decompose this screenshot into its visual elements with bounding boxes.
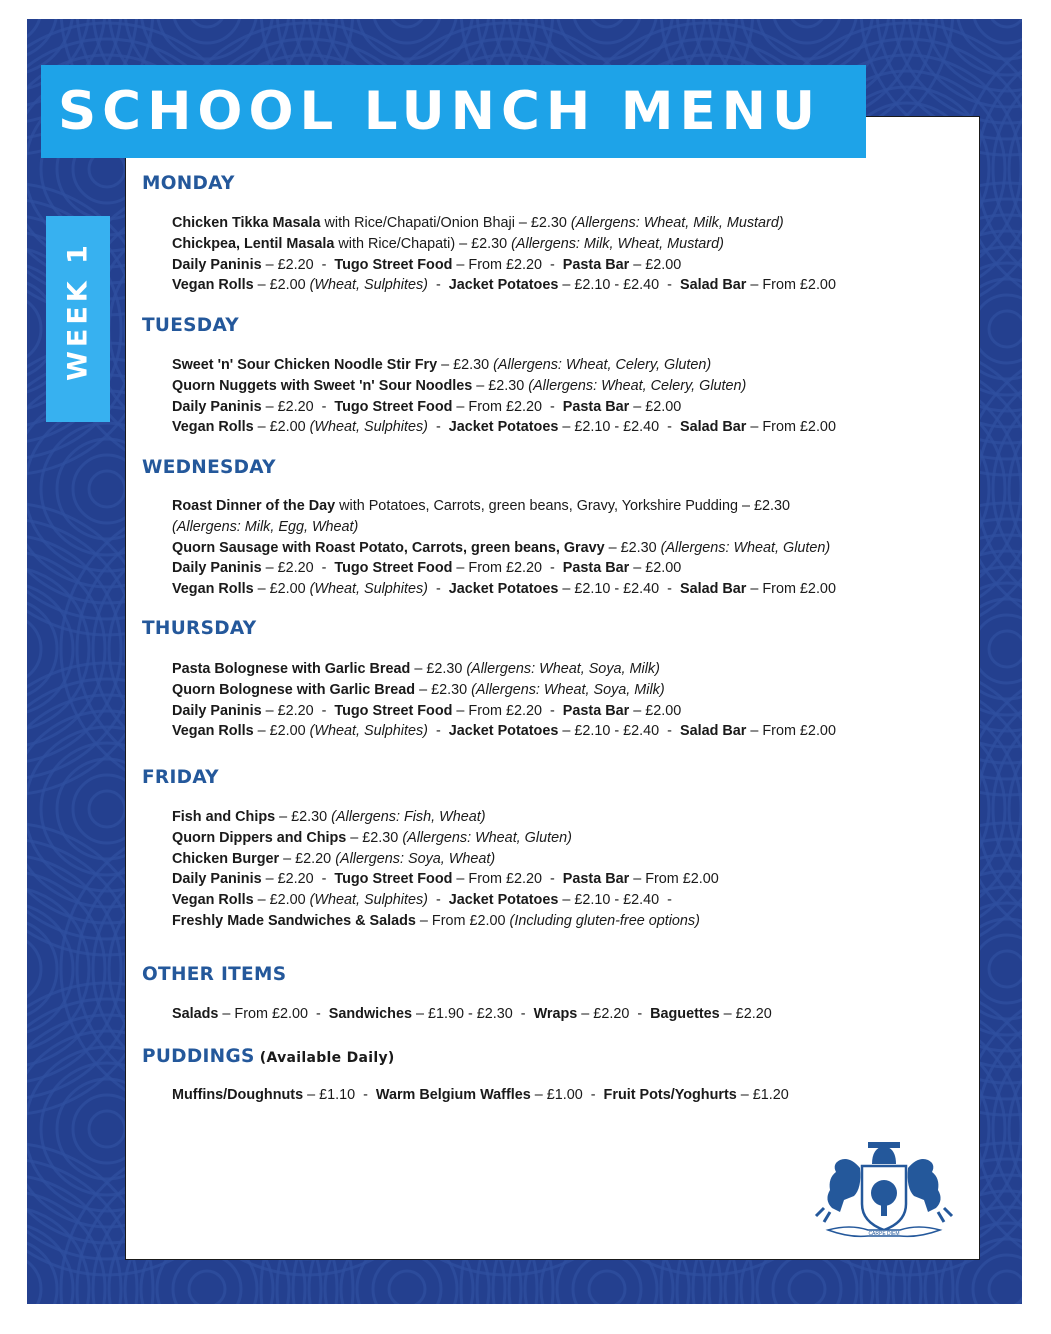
menu-item-name: Wraps <box>533 1006 578 1022</box>
menu-line <box>172 870 719 888</box>
menu-item-detail: – £2.20 - <box>261 560 335 577</box>
menu-item-detail: – £2.30 <box>604 539 661 556</box>
menu-item-detail: – £2.30 <box>415 681 472 698</box>
menu-item-name: Quorn Dippers and Chips <box>172 829 347 846</box>
section-heading-text: PUDDINGS <box>142 1046 255 1067</box>
menu-line <box>172 808 486 826</box>
section-heading-text: MONDAY <box>142 173 235 194</box>
menu-item-detail: with Potatoes, Carrots, green beans, Gravy, Yorkshire Pudding – £2.30 <box>335 498 791 514</box>
allergen-note: (Allergens: Soya, Wheat) <box>335 850 496 867</box>
allergen-note: (Allergens: Wheat, Soya, Milk) <box>466 661 660 677</box>
menu-item-detail: – From £2.20 - <box>452 398 563 415</box>
menu-item-name: Pasta Bolognese with Garlic Bread <box>172 661 411 677</box>
menu-item-detail: – From £2.00 <box>629 871 719 888</box>
menu-item-detail: – £2.20 <box>279 850 336 867</box>
section-heading-monday <box>142 173 235 194</box>
menu-item-detail: – From £2.00 <box>415 913 510 929</box>
menu-item-detail: – £2.30 <box>346 829 403 846</box>
menu-item-name: Fruit Pots/Yoghurts <box>603 1087 737 1103</box>
menu-item-name: Fish and Chips <box>172 809 276 825</box>
menu-line <box>172 418 836 436</box>
menu-item-detail: – £2.20 - <box>261 398 335 415</box>
menu-item-detail: – £2.00 <box>253 581 310 598</box>
menu-line <box>172 829 572 847</box>
menu-item-detail: – £2.30 <box>472 377 529 394</box>
menu-line <box>172 497 790 515</box>
allergen-note: (Allergens: Wheat, Milk, Mustard) <box>570 215 784 231</box>
allergen-note: (Wheat, Sulphites) <box>309 581 428 598</box>
menu-item-detail: – From £2.20 - <box>452 256 563 273</box>
menu-item-name: Salad Bar <box>679 277 747 294</box>
menu-item-name: Daily Paninis <box>172 256 262 273</box>
allergen-note: (Allergens: Wheat, Gluten) <box>402 829 572 846</box>
menu-item-name: Jacket Potatoes <box>448 892 559 909</box>
menu-item-name: Pasta Bar <box>562 702 630 719</box>
menu-line <box>172 276 836 294</box>
menu-item-detail: – From £2.20 - <box>452 560 563 577</box>
menu-item-name: Sweet 'n' Sour Chicken Noodle Stir Fry <box>172 357 438 373</box>
menu-item-name: Quorn Bolognese with Garlic Bread <box>172 681 416 698</box>
crest-motto: CARPE DIEM <box>868 1231 900 1237</box>
menu-item-name: Chickpea, Lentil Masala <box>172 235 335 252</box>
menu-line <box>172 1086 789 1104</box>
menu-line <box>172 912 700 930</box>
menu-item-name: Baguettes <box>650 1006 720 1022</box>
menu-item-detail: - <box>427 892 449 909</box>
menu-item-name: Sandwiches <box>328 1006 412 1022</box>
menu-line <box>172 356 711 374</box>
menu-item-name: Pasta Bar <box>562 560 630 577</box>
menu-item-detail: – From £2.20 - <box>452 871 563 888</box>
menu-item-name: Daily Paninis <box>172 398 262 415</box>
menu-item-detail: – £2.20 <box>719 1006 772 1022</box>
menu-line <box>172 660 660 678</box>
menu-item-name: Muffins/Doughnuts <box>172 1087 304 1103</box>
menu-item-name: Daily Paninis <box>172 871 262 888</box>
menu-item-detail: – From £2.00 - <box>218 1006 329 1022</box>
menu-line <box>172 702 681 720</box>
menu-item-detail: - <box>427 277 449 294</box>
menu-item-name: Chicken Burger <box>172 850 280 867</box>
menu-line <box>172 891 672 909</box>
menu-item-detail: – £1.90 - £2.30 - <box>411 1006 534 1022</box>
menu-line <box>172 559 681 577</box>
menu-item-name: Daily Paninis <box>172 702 262 719</box>
menu-line <box>172 850 495 868</box>
allergen-note: (Allergens: Wheat, Celery, Gluten) <box>528 377 747 394</box>
menu-item-name: Salad Bar <box>679 419 747 436</box>
menu-line <box>172 377 746 395</box>
section-heading-wednesday <box>142 457 276 478</box>
allergen-note: (Wheat, Sulphites) <box>309 419 428 436</box>
menu-line <box>172 518 358 536</box>
allergen-note: (Allergens: Milk, Wheat, Mustard) <box>511 235 724 252</box>
allergen-note: (Wheat, Sulphites) <box>309 723 428 740</box>
menu-item-detail: – £2.00 <box>253 277 310 294</box>
menu-item-detail: with Rice/Chapati) – £2.30 <box>334 235 512 252</box>
menu-line <box>172 235 724 253</box>
menu-item-detail: – £2.30 <box>410 661 467 677</box>
menu-item-detail: – £2.10 - £2.40 - <box>558 581 680 598</box>
menu-line <box>172 580 836 598</box>
menu-item-name: Tugo Street Food <box>334 560 453 577</box>
menu-item-detail: – £2.20 - <box>261 256 335 273</box>
allergen-note: (Wheat, Sulphites) <box>309 892 428 909</box>
section-heading-thursday <box>142 618 256 639</box>
section-heading-text: WEDNESDAY <box>142 457 276 478</box>
menu-item-detail: – From £2.00 <box>746 419 836 436</box>
menu-item-name: Warm Belgium Waffles <box>375 1087 531 1103</box>
menu-line <box>172 398 681 416</box>
menu-item-name: Tugo Street Food <box>334 256 453 273</box>
menu-item-detail: - <box>427 419 449 436</box>
menu-item-name: Jacket Potatoes <box>448 581 559 598</box>
menu-item-detail: – £2.00 <box>253 723 310 740</box>
menu-item-detail: – £2.30 <box>275 809 332 825</box>
menu-item-name: Salad Bar <box>679 723 747 740</box>
menu-item-name: Jacket Potatoes <box>448 277 559 294</box>
menu-item-name: Vegan Rolls <box>172 581 254 598</box>
menu-item-name: Roast Dinner of the Day <box>172 498 336 514</box>
menu-item-name: Vegan Rolls <box>172 277 254 294</box>
section-heading-text: FRIDAY <box>142 767 219 788</box>
menu-item-name: Freshly Made Sandwiches & Salads <box>172 913 416 929</box>
menu-line <box>172 256 681 274</box>
menu-item-name: Tugo Street Food <box>334 871 453 888</box>
menu-item-name: Vegan Rolls <box>172 892 254 909</box>
menu-item-detail: – £2.10 - £2.40 - <box>558 723 680 740</box>
menu-item-name: Jacket Potatoes <box>448 723 559 740</box>
menu-item-detail: – £2.00 <box>253 892 310 909</box>
allergen-note: (Allergens: Fish, Wheat) <box>331 809 486 825</box>
menu-item-detail: – £2.30 <box>437 357 494 373</box>
menu-item-detail: – £1.00 - <box>530 1087 604 1103</box>
page-title: SCHOOL LUNCH MENU <box>58 81 822 142</box>
menu-item-detail: – £1.20 <box>736 1087 789 1103</box>
allergen-note: (Allergens: Wheat, Celery, Gluten) <box>493 357 712 373</box>
menu-line <box>172 681 665 699</box>
menu-item-detail: – £2.10 - £2.40 - <box>558 419 680 436</box>
allergen-note: (Allergens: Milk, Egg, Wheat) <box>172 518 359 535</box>
section-heading-other-items <box>142 964 286 985</box>
menu-line <box>172 539 830 557</box>
section-heading-puddings <box>142 1046 395 1067</box>
menu-item-detail: – From £2.00 <box>746 581 836 598</box>
allergen-note: (Including gluten-free options) <box>509 913 700 929</box>
section-heading-text: TUESDAY <box>142 315 240 336</box>
menu-item-detail: – £2.10 - £2.40 - <box>558 277 680 294</box>
menu-item-name: Tugo Street Food <box>334 702 453 719</box>
menu-item-detail: – £2.00 <box>253 419 310 436</box>
menu-item-detail: - <box>427 581 449 598</box>
section-heading-tuesday <box>142 315 239 336</box>
menu-item-detail: – £2.20 - <box>261 702 335 719</box>
menu-item-name: Pasta Bar <box>562 256 630 273</box>
menu-item-name: Quorn Sausage with Roast Potato, Carrots, green beans, Gravy <box>172 539 605 556</box>
menu-item-name: Vegan Rolls <box>172 419 254 436</box>
menu-item-detail: - <box>427 723 449 740</box>
menu-item-name: Pasta Bar <box>562 398 630 415</box>
menu-item-detail: – £2.00 <box>629 702 682 719</box>
allergen-note: (Allergens: Wheat, Gluten) <box>660 539 831 556</box>
menu-item-detail: – From £2.00 <box>746 723 836 740</box>
menu-item-name: Vegan Rolls <box>172 723 254 740</box>
menu-item-detail: – £2.00 <box>629 256 682 273</box>
menu-item-name: Quorn Nuggets with Sweet 'n' Sour Noodles <box>172 377 473 394</box>
menu-item-detail: – £2.20 - <box>261 871 335 888</box>
menu-item-detail: with Rice/Chapati/Onion Bhaji – £2.30 <box>320 215 571 231</box>
section-heading-text: OTHER ITEMS <box>142 964 287 985</box>
menu-item-detail: – From £2.00 <box>746 277 836 294</box>
menu-item-detail: – £2.00 <box>629 560 682 577</box>
menu-item-detail: – £1.10 - <box>303 1087 376 1103</box>
menu-item-name: Chicken Tikka Masala <box>172 215 321 231</box>
allergen-note: (Allergens: Wheat, Soya, Milk) <box>471 681 665 698</box>
allergen-note: (Wheat, Sulphites) <box>309 277 428 294</box>
menu-item-detail: – £2.20 - <box>577 1006 651 1022</box>
menu-item-name: Pasta Bar <box>562 871 630 888</box>
menu-item-name: Salads <box>172 1006 219 1022</box>
menu-item-detail: – £2.00 <box>629 398 682 415</box>
week-label: WEEK 1 <box>62 241 94 381</box>
menu-item-name: Daily Paninis <box>172 560 262 577</box>
menu-item-name: Jacket Potatoes <box>448 419 559 436</box>
menu-item-name: Salad Bar <box>679 581 747 598</box>
menu-line <box>172 1005 772 1023</box>
menu-line <box>172 722 836 740</box>
menu-item-name: Tugo Street Food <box>334 398 453 415</box>
menu-item-detail: – £2.10 - £2.40 - <box>558 892 672 909</box>
section-subheading: (Available Daily) <box>254 1050 395 1066</box>
school-crest-logo <box>810 1138 958 1242</box>
menu-item-detail: – From £2.20 - <box>452 702 563 719</box>
menu-line <box>172 214 784 232</box>
section-heading-friday <box>142 767 219 788</box>
section-heading-text: THURSDAY <box>142 618 257 639</box>
